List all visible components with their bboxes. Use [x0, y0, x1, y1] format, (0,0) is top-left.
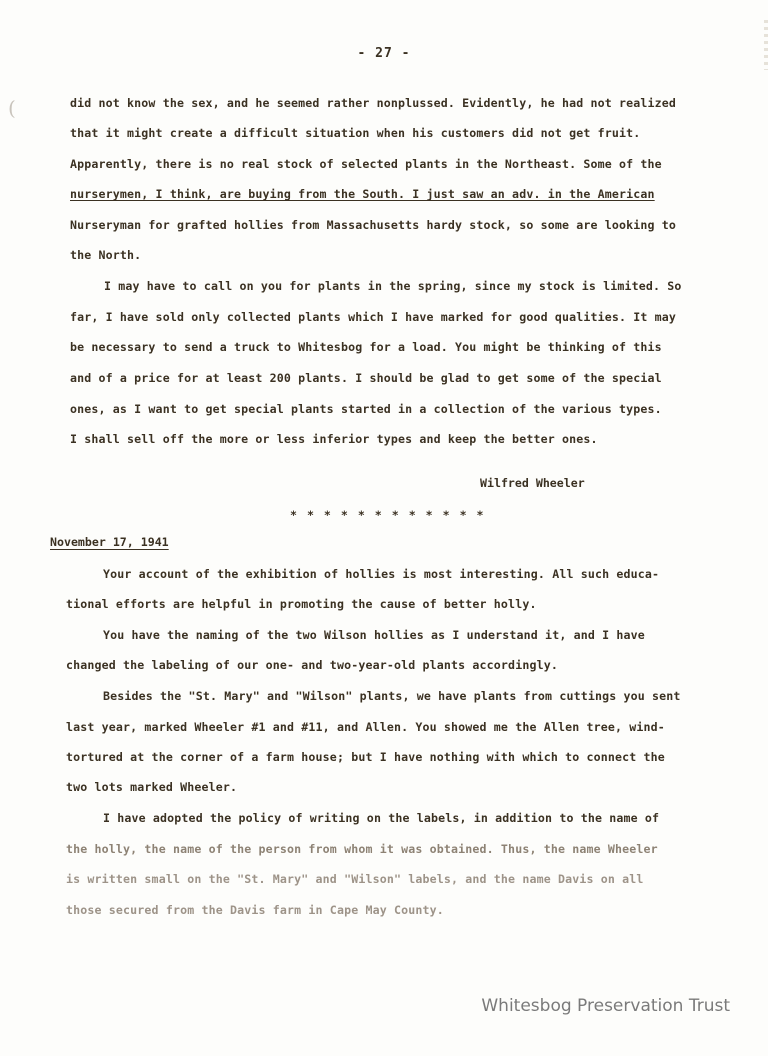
- letter2-line-6: last year, marked Wheeler #1 and #11, and Allen. You showed me the Allen tree, wind-: [66, 720, 665, 734]
- letter2-line-12: those secured from the Davis farm in Cape May County.: [66, 903, 444, 917]
- letter2-line-3: You have the naming of the two Wilson hollies as I understand it, and I have: [103, 628, 645, 642]
- letter-date: November 17, 1941: [50, 535, 169, 549]
- letter2-line-8: two lots marked Wheeler.: [66, 780, 238, 794]
- letter1-line-3: Apparently, there is no real stock of selected plants in the Northeast. Some of the: [70, 157, 662, 171]
- letter2-line-5: Besides the "St. Mary" and "Wilson" plants, we have plants from cuttings you sent: [103, 689, 681, 703]
- letter2-line-7: tortured at the corner of a farm house; but I have nothing with which to connect the: [66, 750, 665, 764]
- letter2-line-9: I have adopted the policy of writing on the labels, in addition to the name of: [103, 811, 660, 825]
- letter1-line-9: be necessary to send a truck to Whitesbog for a load. You might be thinking of this: [70, 340, 662, 354]
- letter1-line-2: that it might create a difficult situation when his customers did not get fruit.: [70, 126, 641, 140]
- letter2-line-2: tional efforts are helpful in promoting the cause of better holly.: [66, 597, 537, 611]
- letter2-line-4: changed the labeling of our one- and two-year-old plants accordingly.: [66, 658, 558, 672]
- signature: Wilfred Wheeler: [480, 476, 585, 490]
- letter1-line-4: nurserymen, I think, are buying from the South. I just saw an adv. in the American: [70, 187, 655, 201]
- letter2-line-1: Your account of the exhibition of hollies is most interesting. All such educa-: [103, 567, 660, 581]
- letter1-line-5: Nurseryman for grafted hollies from Massachusetts hardy stock, so some are looking to: [70, 218, 677, 232]
- letter1-line-7: I may have to call on you for plants in the spring, since my stock is limited. So: [104, 279, 682, 293]
- binding-edge-marks: [764, 20, 768, 70]
- page-number: - 27 -: [357, 46, 411, 61]
- letter1-line-8: far, I have sold only collected plants which I have marked for good qualities. It may: [70, 310, 677, 324]
- letter2-line-11: is written small on the "St. Mary" and "Wilson" labels, and the name Davis on all: [66, 872, 644, 886]
- section-separator: * * * * * * * * * * * *: [290, 508, 486, 522]
- letter2-line-10: the holly, the name of the person from whom it was obtained. Thus, the name Wheeler: [66, 842, 658, 856]
- letter1-line-6: the North.: [70, 248, 142, 262]
- letter1-line-1: did not know the sex, and he seemed rather nonplussed. Evidently, he had not realized: [70, 96, 677, 110]
- margin-mark: (: [8, 96, 16, 120]
- letter1-line-12: I shall sell off the more or less inferior types and keep the better ones.: [70, 432, 598, 446]
- letter1-line-10: and of a price for at least 200 plants. I should be glad to get some of the special: [70, 371, 662, 385]
- watermark: Whitesbog Preservation Trust: [481, 996, 730, 1016]
- letter1-line-11: ones, as I want to get special plants started in a collection of the various types.: [70, 402, 662, 416]
